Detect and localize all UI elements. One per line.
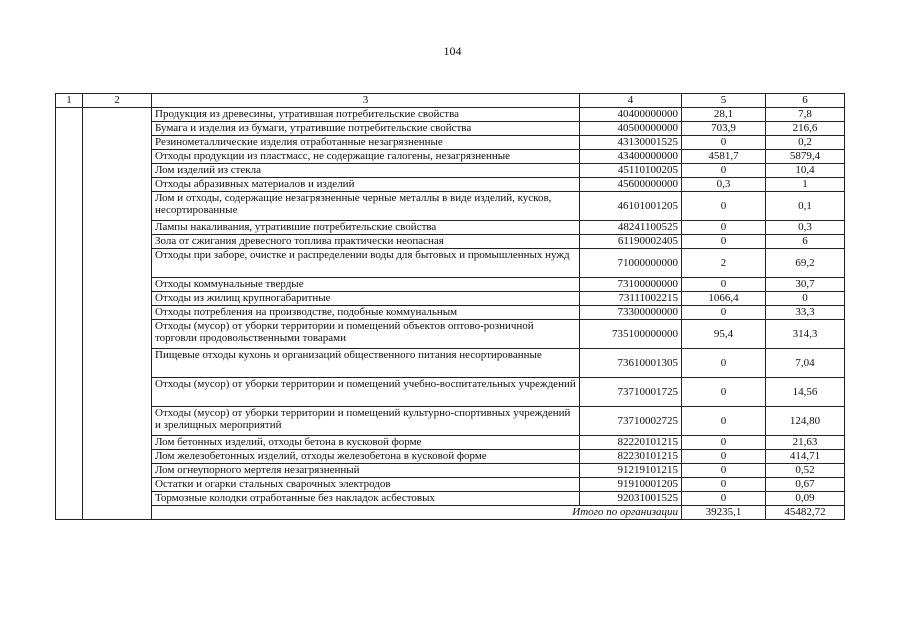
col6-value-cell: 0,3 — [766, 221, 845, 235]
table-row — [56, 122, 845, 136]
col5-value-cell: 2 — [682, 249, 766, 278]
waste-code-cell: 73710002725 — [580, 407, 682, 436]
waste-code-cell: 61190002405 — [580, 235, 682, 249]
col5-value-cell: 0 — [682, 221, 766, 235]
waste-code-cell: 43130001525 — [580, 136, 682, 150]
waste-name-cell: Пищевые отходы кухонь и организаций общественного питания несортированные — [152, 349, 580, 378]
waste-code-cell: 73710001725 — [580, 378, 682, 407]
col6-value-cell: 5879,4 — [766, 150, 845, 164]
waste-code-cell: 735100000000 — [580, 320, 682, 349]
col5-value-cell: 1066,4 — [682, 292, 766, 306]
waste-name-cell: Лом железобетонных изделий, отходы железобетона в кусковой форме — [152, 450, 580, 464]
col6-value-cell: 0,52 — [766, 464, 845, 478]
header-col-4: 4 — [580, 94, 682, 108]
total-c5-value: 39235,1 — [682, 506, 766, 520]
table-row — [56, 292, 845, 306]
col5-value-cell: 0 — [682, 349, 766, 378]
col6-value-cell: 1 — [766, 178, 845, 192]
table-row — [56, 164, 845, 178]
col6-value-cell: 0,1 — [766, 192, 845, 221]
waste-name-cell: Отходы абразивных материалов и изделий — [152, 178, 580, 192]
col6-value-cell: 14,56 — [766, 378, 845, 407]
col5-value-cell: 28,1 — [682, 108, 766, 122]
table-row — [56, 349, 845, 378]
col5-value-cell: 0 — [682, 378, 766, 407]
total-label: Итого по организации — [152, 506, 682, 520]
col6-value-cell: 0,67 — [766, 478, 845, 492]
col5-value-cell: 0 — [682, 478, 766, 492]
col6-value-cell: 124,80 — [766, 407, 845, 436]
waste-name-cell: Лампы накаливания, утратившие потребительские свойства — [152, 221, 580, 235]
table-row — [56, 136, 845, 150]
col6-value-cell: 10,4 — [766, 164, 845, 178]
header-col-2: 2 — [83, 94, 152, 108]
table-row — [56, 407, 845, 436]
waste-code-cell: 40400000000 — [580, 108, 682, 122]
waste-code-cell: 73300000000 — [580, 306, 682, 320]
waste-code-cell: 82230101215 — [580, 450, 682, 464]
waste-code-cell: 43400000000 — [580, 150, 682, 164]
waste-code-cell: 46101001205 — [580, 192, 682, 221]
waste-name-cell: Бумага и изделия из бумаги, утратившие потребительские свойства — [152, 122, 580, 136]
waste-name-cell: Отходы коммунальные твердые — [152, 278, 580, 292]
waste-name-cell: Лом и отходы, содержащие незагрязненные черные металлы в виде изделий, кусков, несортированные — [152, 192, 580, 221]
col5-value-cell: 0 — [682, 192, 766, 221]
col5-value-cell: 0 — [682, 235, 766, 249]
waste-name-cell: Отходы продукции из пластмасс, не содержащие галогены, незагрязненные — [152, 150, 580, 164]
col5-value-cell: 0 — [682, 136, 766, 150]
waste-name-cell: Остатки и огарки стальных сварочных электродов — [152, 478, 580, 492]
col6-value-cell: 0,09 — [766, 492, 845, 506]
waste-name-cell: Лом огнеупорного мертеля незагрязненный — [152, 464, 580, 478]
waste-name-cell: Отходы при заборе, очистке и распределении воды для бытовых и промышленных нужд — [152, 249, 580, 278]
waste-name-cell: Продукция из древесины, утратившая потребительские свойства — [152, 108, 580, 122]
table-row — [56, 192, 845, 221]
header-col-3: 3 — [152, 94, 580, 108]
waste-code-cell: 91219101215 — [580, 464, 682, 478]
table-row — [56, 235, 845, 249]
table-row — [56, 320, 845, 349]
waste-code-cell: 71000000000 — [580, 249, 682, 278]
col6-value-cell: 21,63 — [766, 436, 845, 450]
col5-value-cell: 0 — [682, 407, 766, 436]
waste-code-cell: 73610001305 — [580, 349, 682, 378]
col6-value-cell: 7,04 — [766, 349, 845, 378]
col6-value-cell: 0 — [766, 292, 845, 306]
col6-value-cell: 414,71 — [766, 450, 845, 464]
waste-code-cell: 82220101215 — [580, 436, 682, 450]
header-col-6: 6 — [766, 94, 845, 108]
col5-value-cell: 0,3 — [682, 178, 766, 192]
col5-value-cell: 0 — [682, 450, 766, 464]
waste-name-cell: Резинометаллические изделия отработанные незагрязненные — [152, 136, 580, 150]
table-row — [56, 450, 845, 464]
col5-value-cell: 0 — [682, 464, 766, 478]
col5-value-cell: 703,9 — [682, 122, 766, 136]
col5-value-cell: 4581,7 — [682, 150, 766, 164]
table-row — [56, 178, 845, 192]
waste-code-cell: 45110100205 — [580, 164, 682, 178]
col6-value-cell: 6 — [766, 235, 845, 249]
table-row — [56, 464, 845, 478]
col5-value-cell: 0 — [682, 306, 766, 320]
waste-name-cell: Отходы (мусор) от уборки территории и помещений объектов оптово-розничной торговли продовольственными товарами — [152, 320, 580, 349]
col5-value-cell: 95,4 — [682, 320, 766, 349]
table-row — [56, 378, 845, 407]
table-row — [56, 221, 845, 235]
col6-value-cell: 30,7 — [766, 278, 845, 292]
col6-value-cell: 33,3 — [766, 306, 845, 320]
header-col-1: 1 — [56, 94, 83, 108]
table-row — [56, 150, 845, 164]
total-c6-value: 45482,72 — [766, 506, 845, 520]
table-row — [56, 278, 845, 292]
waste-table — [55, 93, 845, 520]
waste-name-cell: Отходы из жилищ крупногабаритные — [152, 292, 580, 306]
header-col-5: 5 — [682, 94, 766, 108]
col5-value-cell: 0 — [682, 436, 766, 450]
waste-name-cell: Тормозные колодки отработанные без накладок асбестовых — [152, 492, 580, 506]
col5-value-cell: 0 — [682, 164, 766, 178]
waste-name-cell: Отходы (мусор) от уборки территории и помещений культурно-спортивных учреждений и зрелищных мероприятий — [152, 407, 580, 436]
col6-value-cell: 0,2 — [766, 136, 845, 150]
waste-code-cell: 73100000000 — [580, 278, 682, 292]
merged-col-2 — [83, 108, 152, 520]
waste-code-cell: 45600000000 — [580, 178, 682, 192]
merged-col-1 — [56, 108, 83, 520]
waste-code-cell: 40500000000 — [580, 122, 682, 136]
waste-code-cell: 91910001205 — [580, 478, 682, 492]
table-row — [56, 108, 845, 122]
waste-code-cell: 48241100525 — [580, 221, 682, 235]
waste-name-cell: Отходы потребления на производстве, подобные коммунальным — [152, 306, 580, 320]
col6-value-cell: 216,6 — [766, 122, 845, 136]
page-number: 104 — [443, 44, 462, 58]
table-row — [56, 492, 845, 506]
header-row — [56, 94, 845, 108]
waste-code-cell: 73111002215 — [580, 292, 682, 306]
col5-value-cell: 0 — [682, 492, 766, 506]
table-row — [56, 436, 845, 450]
col5-value-cell: 0 — [682, 278, 766, 292]
table-row — [56, 249, 845, 278]
waste-name-cell: Лом изделий из стекла — [152, 164, 580, 178]
table-row — [56, 478, 845, 492]
waste-code-cell: 92031001525 — [580, 492, 682, 506]
col6-value-cell: 69,2 — [766, 249, 845, 278]
waste-name-cell: Лом бетонных изделий, отходы бетона в кусковой форме — [152, 436, 580, 450]
table-row — [56, 306, 845, 320]
waste-name-cell: Отходы (мусор) от уборки территории и помещений учебно-воспитательных учреждений — [152, 378, 580, 407]
col6-value-cell: 7,8 — [766, 108, 845, 122]
col6-value-cell: 314,3 — [766, 320, 845, 349]
waste-name-cell: Зола от сжигания древесного топлива практически неопасная — [152, 235, 580, 249]
